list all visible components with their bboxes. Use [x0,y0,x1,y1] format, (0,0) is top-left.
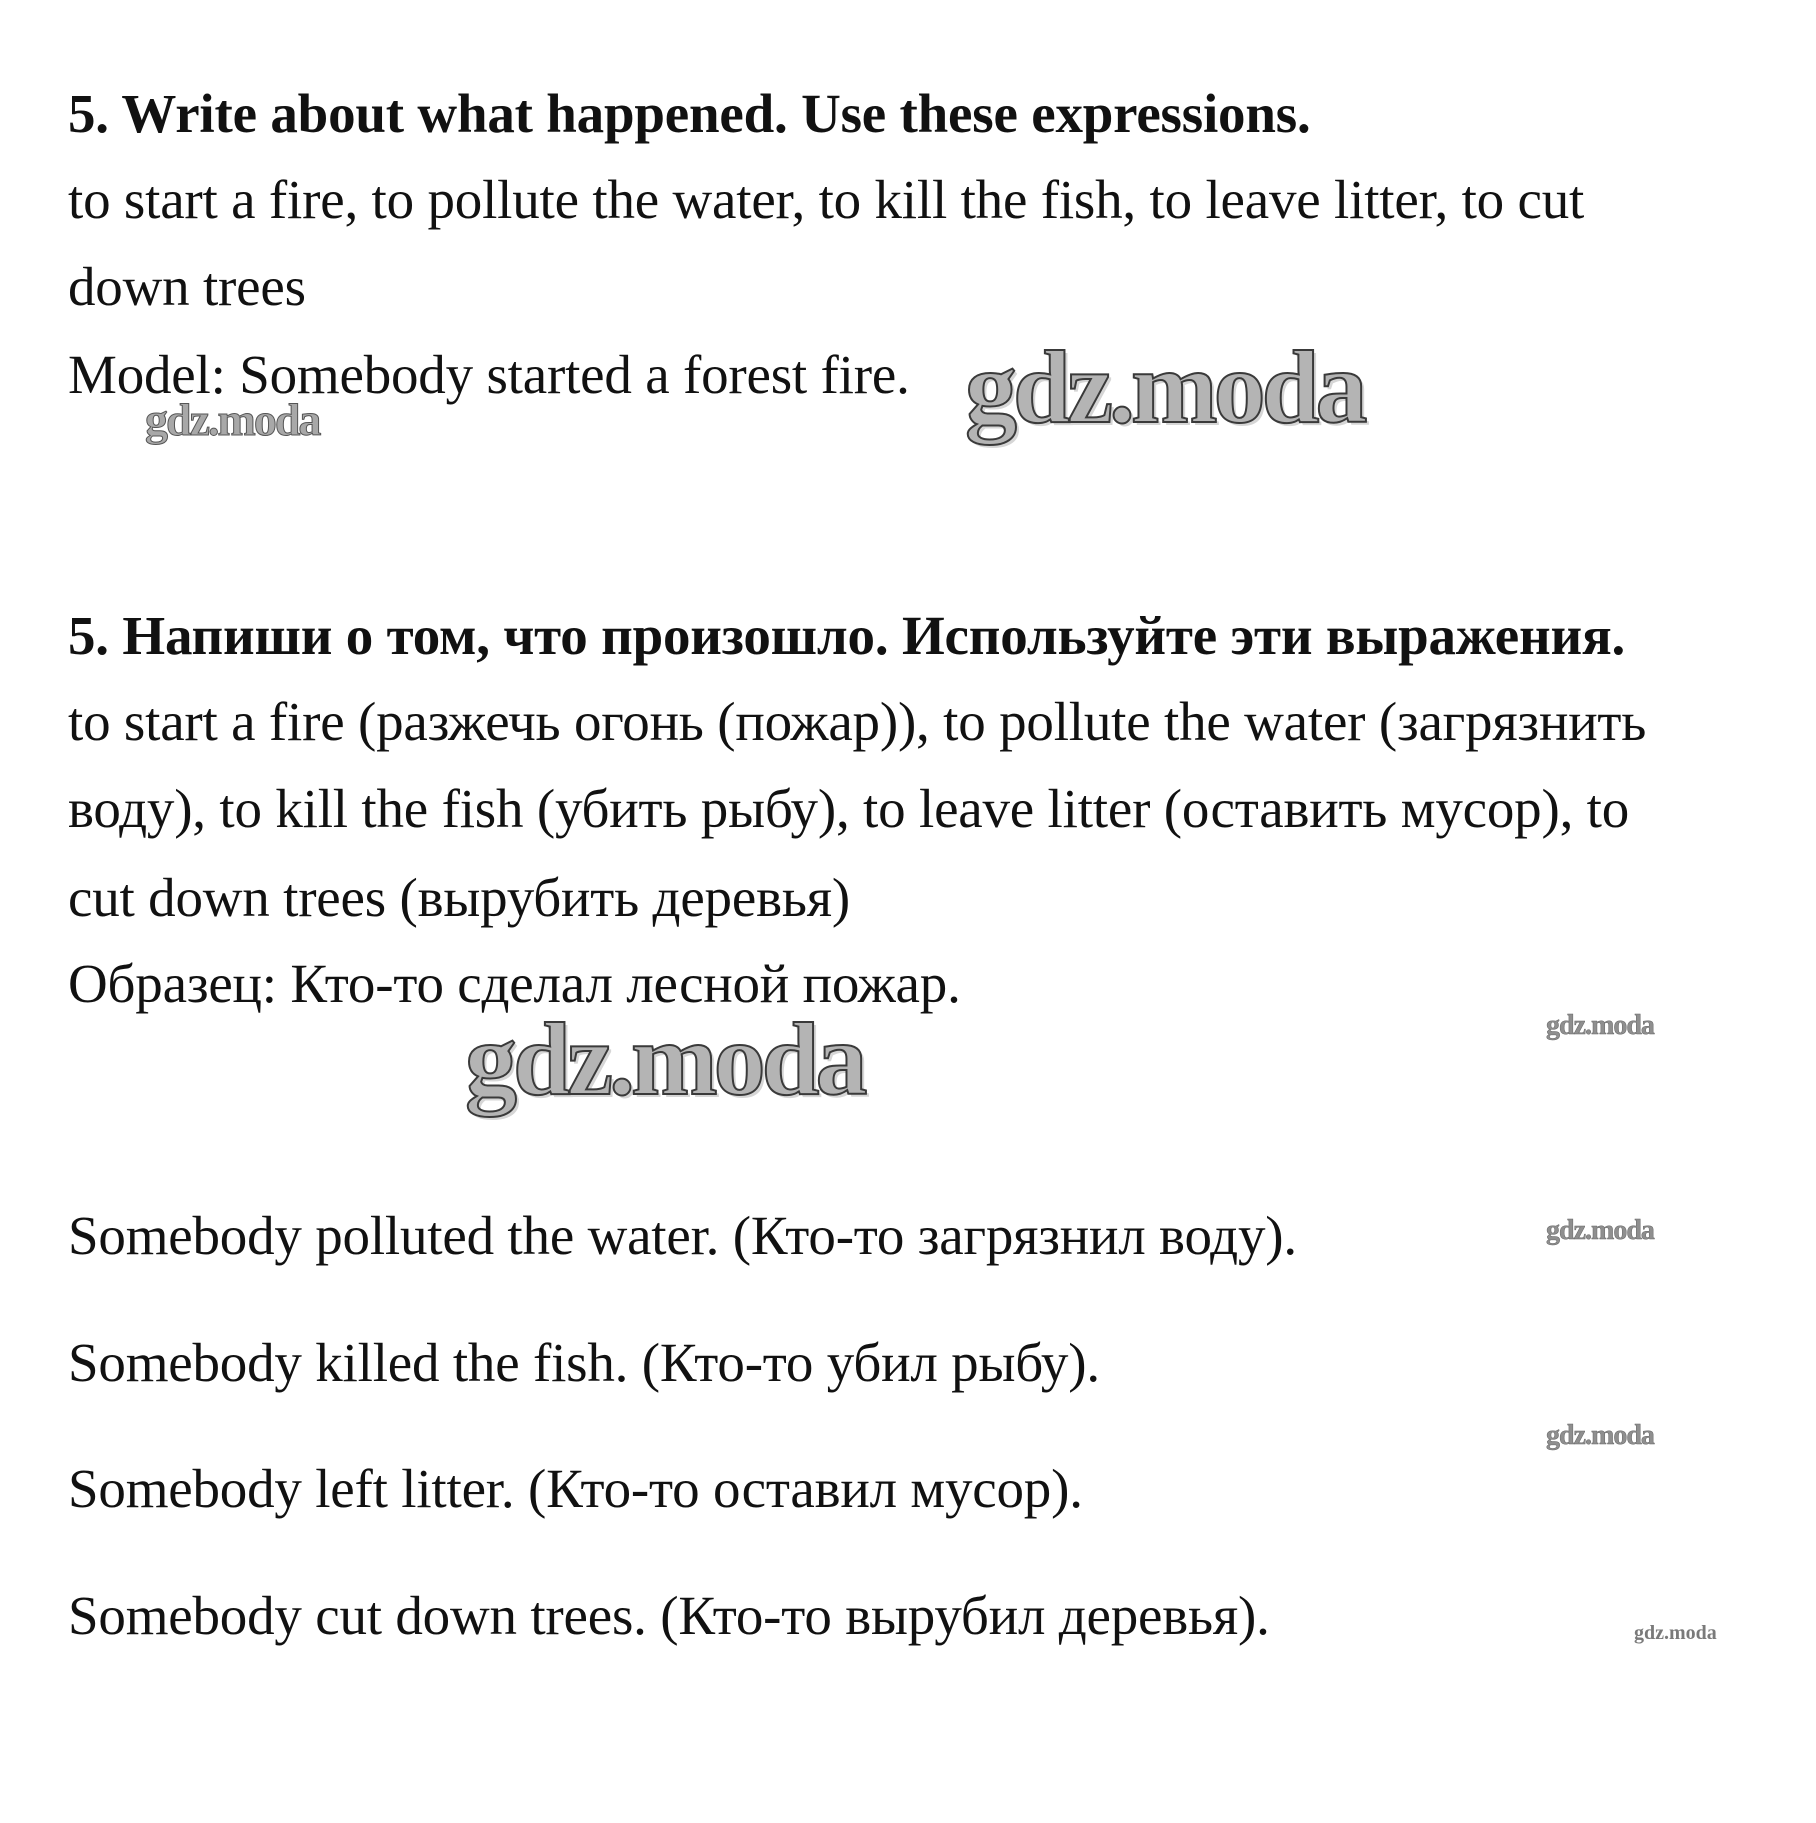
expressions-line-1: to start a fire, to pollute the water, to kill the fish, to leave litter, to cut [68,169,1585,230]
watermark: gdz.moda [1634,1622,1717,1644]
watermark: gdz.moda [145,394,320,445]
answer-line: Somebody left litter. (Кто-то оставил мусор). [68,1458,1083,1519]
model-sentence: Model: Somebody started a forest fire. [68,344,910,405]
answer-line: Somebody cut down trees. (Кто-то вырубил деревья). [68,1585,1270,1646]
expressions-ru-line-3: cut down trees (вырубить деревья) [68,867,850,928]
watermark: gdz.moda [965,330,1364,445]
answer-line: Somebody killed the fish. (Кто-то убил рыбу). [68,1332,1100,1393]
answer-line: Somebody polluted the water. (Кто-то загрязнил воду). [68,1205,1297,1266]
expressions-ru-line-1: to start a fire (разжечь огонь (пожар)), to pollute the water (загрязнить [68,691,1647,752]
task-heading-english: 5. Write about what happened. Use these expressions. [68,83,1311,144]
expressions-line-2: down trees [68,256,306,317]
expressions-ru-line-2: воду), to kill the fish (убить рыбу), to leave litter (оставить мусор), to [68,778,1630,839]
model-sentence-russian: Образец: Кто-то сделал лесной пожар. [68,953,961,1014]
task-heading-russian: 5. Напиши о том, что произошло. Используйте эти выражения. [68,605,1626,666]
watermark: gdz.moda [1546,1215,1654,1246]
watermark: gdz.moda [465,1002,864,1117]
watermark: gdz.moda [1546,1010,1654,1041]
watermark: gdz.moda [1546,1420,1654,1451]
